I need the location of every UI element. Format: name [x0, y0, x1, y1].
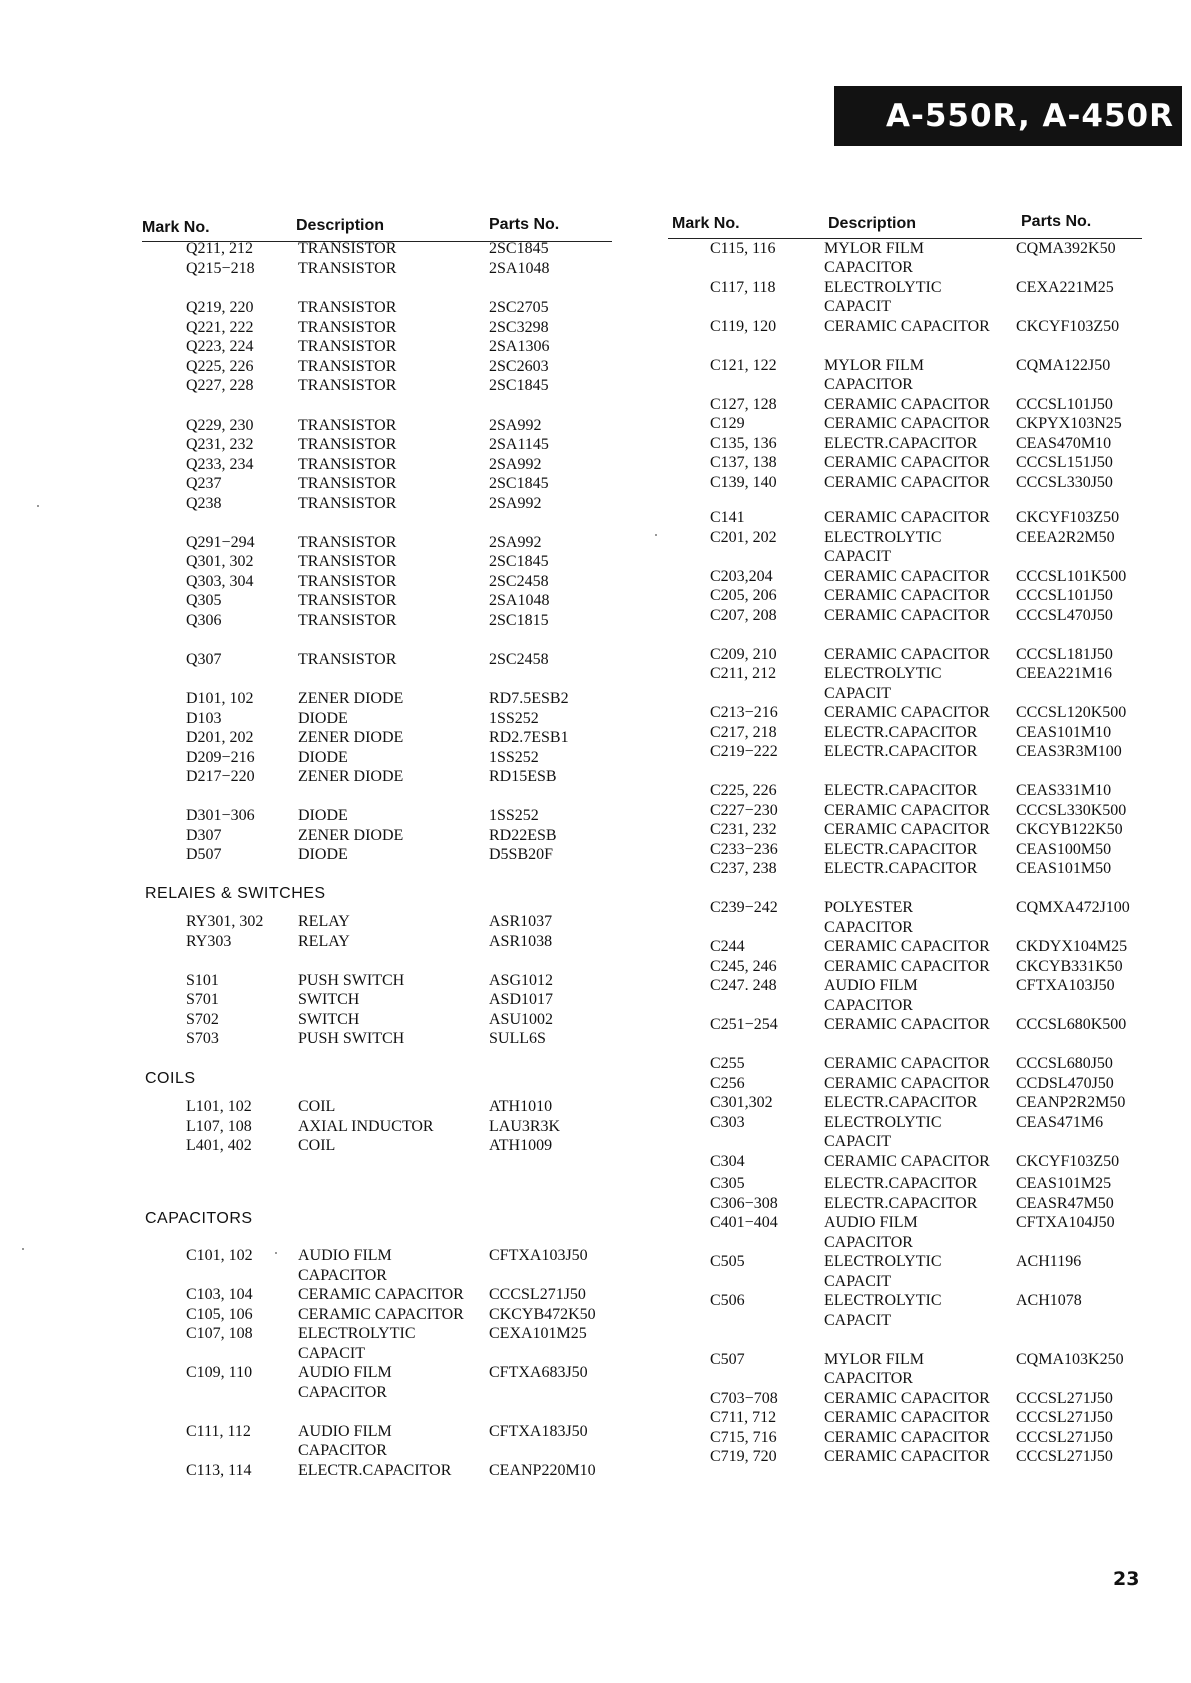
mark-no-cell: C201, 202 — [710, 529, 777, 546]
description-cell: CERAMIC CAPACITOR — [824, 821, 990, 838]
parts-no-cell: RD7.5ESB2 — [489, 690, 569, 707]
parts-no-cell: CCCSL271J50 — [1016, 1429, 1113, 1446]
parts-no-cell: ASD1017 — [489, 991, 554, 1008]
description-cell: TRANSISTOR — [298, 240, 397, 257]
parts-no-cell: 2SC2705 — [489, 299, 549, 316]
mark-no-cell: L101, 102 — [186, 1098, 252, 1115]
mark-no-cell: C109, 110 — [186, 1364, 253, 1381]
description-cell: TRANSISTOR — [298, 495, 397, 512]
mark-no-cell: Q306 — [186, 612, 222, 629]
mark-no-cell: C304 — [710, 1153, 745, 1170]
mark-no-cell: C505 — [710, 1253, 745, 1270]
mark-no-cell: C719, 720 — [710, 1448, 777, 1465]
description-cell: CAPACIT — [824, 1133, 891, 1150]
description-cell: CERAMIC CAPACITOR — [824, 1153, 990, 1170]
mark-no-cell: C239−242 — [710, 899, 778, 916]
left-header-mark-no: Mark No. — [142, 219, 210, 236]
mark-no-cell: S701 — [186, 991, 219, 1008]
mark-no-cell: C233−236 — [710, 841, 778, 858]
mark-no-cell: C107, 108 — [186, 1325, 253, 1342]
description-cell: CERAMIC CAPACITOR — [824, 1055, 990, 1072]
parts-no-cell: CCCSL101K500 — [1016, 568, 1127, 585]
scan-speck — [22, 1248, 24, 1250]
description-cell: CERAMIC CAPACITOR — [298, 1306, 464, 1323]
description-cell: CAPACITOR — [298, 1442, 387, 1459]
description-cell: CERAMIC CAPACITOR — [824, 802, 990, 819]
mark-no-cell: C227−230 — [710, 802, 778, 819]
description-cell: TRANSISTOR — [298, 338, 397, 355]
parts-no-cell: CQMA392K50 — [1016, 240, 1116, 257]
mark-no-cell: C207, 208 — [710, 607, 777, 624]
parts-no-cell: CEAS101M25 — [1016, 1175, 1112, 1192]
mark-no-cell: S702 — [186, 1011, 219, 1028]
mark-no-cell: C119, 120 — [710, 318, 777, 335]
parts-no-cell: CEAS3R3M100 — [1016, 743, 1122, 760]
parts-no-cell: ATH1009 — [489, 1137, 553, 1154]
parts-no-cell: CEANP220M10 — [489, 1462, 596, 1479]
description-cell: MYLOR FILM — [824, 357, 925, 374]
description-cell: TRANSISTOR — [298, 612, 397, 629]
parts-no-cell: D5SB20F — [489, 846, 554, 863]
parts-no-cell: 2SC1845 — [489, 377, 549, 394]
mark-no-cell: C139, 140 — [710, 474, 777, 491]
description-cell: CERAMIC CAPACITOR — [824, 1448, 990, 1465]
description-cell: CAPACITOR — [824, 1370, 913, 1387]
description-cell: CERAMIC CAPACITOR — [824, 1429, 990, 1446]
description-cell: DIODE — [298, 710, 348, 727]
mark-no-cell: RY303 — [186, 933, 232, 950]
parts-no-cell: RD2.7ESB1 — [489, 729, 569, 746]
description-cell: CAPACITOR — [824, 919, 913, 936]
page-number: 23 — [1113, 1568, 1140, 1590]
description-cell: ELECTROLYTIC — [824, 1292, 942, 1309]
description-cell: ZENER DIODE — [298, 690, 404, 707]
mark-no-cell: Q303, 304 — [186, 573, 254, 590]
description-cell: ELECTR.CAPACITOR — [824, 860, 978, 877]
parts-no-cell: 2SC3298 — [489, 319, 549, 336]
mark-no-cell: C137, 138 — [710, 454, 777, 471]
mark-no-cell: C213−216 — [710, 704, 778, 721]
section-heading: RELAIES & SWITCHES — [145, 885, 326, 902]
parts-no-cell: CCCSL101J50 — [1016, 587, 1113, 604]
description-cell: CERAMIC CAPACITOR — [298, 1286, 464, 1303]
description-cell: ELECTR.CAPACITOR — [824, 782, 978, 799]
parts-no-cell: CKCYB122K50 — [1016, 821, 1123, 838]
mark-no-cell: C305 — [710, 1175, 745, 1192]
description-cell: CERAMIC CAPACITOR — [824, 1409, 990, 1426]
mark-no-cell: Q291−294 — [186, 534, 255, 551]
description-cell: AUDIO FILM — [298, 1247, 392, 1264]
right-header-description: Description — [828, 215, 917, 232]
description-cell: CERAMIC CAPACITOR — [824, 509, 990, 526]
mark-no-cell: C203,204 — [710, 568, 773, 585]
description-cell: DIODE — [298, 807, 348, 824]
description-cell: CERAMIC CAPACITOR — [824, 1016, 990, 1033]
parts-no-cell: CEEA221M16 — [1016, 665, 1112, 682]
parts-no-cell: CCCSL101J50 — [1016, 396, 1113, 413]
parts-no-cell: CQMXA472J100 — [1016, 899, 1130, 916]
mark-no-cell: C135, 136 — [710, 435, 777, 452]
description-cell: CAPACITOR — [824, 259, 913, 276]
description-cell: CERAMIC CAPACITOR — [824, 474, 990, 491]
parts-no-cell: 2SC1815 — [489, 612, 549, 629]
description-cell: ELECTR.CAPACITOR — [824, 435, 978, 452]
parts-no-cell: LAU3R3K — [489, 1118, 561, 1135]
parts-no-cell: CEAS101M50 — [1016, 860, 1112, 877]
mark-no-cell: D507 — [186, 846, 222, 863]
mark-no-cell: Q301, 302 — [186, 553, 254, 570]
description-cell: ELECTR.CAPACITOR — [824, 1094, 978, 1111]
description-cell: POLYESTER — [824, 899, 914, 916]
description-cell: CERAMIC CAPACITOR — [824, 318, 990, 335]
description-cell: COIL — [298, 1137, 336, 1154]
description-cell: AUDIO FILM — [298, 1364, 392, 1381]
parts-no-cell: 2SA992 — [489, 417, 542, 434]
parts-no-cell: CFTXA103J50 — [1016, 977, 1115, 994]
mark-no-cell: C237, 238 — [710, 860, 777, 877]
description-cell: ELECTR.CAPACITOR — [298, 1462, 452, 1479]
description-cell: ELECTROLYTIC — [824, 665, 942, 682]
parts-no-cell: SULL6S — [489, 1030, 546, 1047]
mark-no-cell: Q229, 230 — [186, 417, 254, 434]
description-cell: TRANSISTOR — [298, 534, 397, 551]
parts-no-cell: CEXA101M25 — [489, 1325, 587, 1342]
description-cell: AXIAL INDUCTOR — [298, 1118, 434, 1135]
description-cell: CERAMIC CAPACITOR — [824, 568, 990, 585]
parts-no-cell: CEAS471M6 — [1016, 1114, 1104, 1131]
parts-no-cell: ASG1012 — [489, 972, 554, 989]
parts-no-cell: CCDSL470J50 — [1016, 1075, 1114, 1092]
mark-no-cell: C219−222 — [710, 743, 778, 760]
description-cell: TRANSISTOR — [298, 651, 397, 668]
parts-no-cell: 1SS252 — [489, 749, 539, 766]
parts-no-cell: 2SA1048 — [489, 260, 550, 277]
parts-no-cell: ATH1010 — [489, 1098, 553, 1115]
description-cell: CERAMIC CAPACITOR — [824, 958, 990, 975]
mark-no-cell: Q307 — [186, 651, 222, 668]
description-cell: ELECTROLYTIC — [824, 279, 942, 296]
parts-no-cell: CCCSL271J50 — [1016, 1448, 1113, 1465]
parts-no-cell: CCCSL330J50 — [1016, 474, 1113, 491]
description-cell: DIODE — [298, 749, 348, 766]
mark-no-cell: C115, 116 — [710, 240, 776, 257]
description-cell: TRANSISTOR — [298, 456, 397, 473]
mark-no-cell: Q215−218 — [186, 260, 255, 277]
mark-no-cell: D209−216 — [186, 749, 255, 766]
mark-no-cell: C401−404 — [710, 1214, 778, 1231]
mark-no-cell: C251−254 — [710, 1016, 778, 1033]
mark-no-cell: Q221, 222 — [186, 319, 254, 336]
description-cell: ELECTROLYTIC — [298, 1325, 416, 1342]
mark-no-cell: C711, 712 — [710, 1409, 777, 1426]
description-cell: CERAMIC CAPACITOR — [824, 454, 990, 471]
mark-no-cell: C244 — [710, 938, 745, 955]
parts-no-cell: CKCYF103Z50 — [1016, 509, 1120, 526]
parts-no-cell: CEXA221M25 — [1016, 279, 1114, 296]
description-cell: ELECTR.CAPACITOR — [824, 743, 978, 760]
parts-no-cell: 2SC2458 — [489, 651, 549, 668]
mark-no-cell: C245, 246 — [710, 958, 777, 975]
parts-no-cell: 2SC1845 — [489, 475, 549, 492]
description-cell: TRANSISTOR — [298, 592, 397, 609]
description-cell: SWITCH — [298, 1011, 360, 1028]
model-title-badge — [834, 86, 1182, 146]
parts-no-cell: CQMA103K250 — [1016, 1351, 1124, 1368]
mark-no-cell: C247. 248 — [710, 977, 777, 994]
parts-no-cell: CCCSL271J50 — [1016, 1409, 1113, 1426]
mark-no-cell: D201, 202 — [186, 729, 254, 746]
parts-no-cell: ASU1002 — [489, 1011, 554, 1028]
mark-no-cell: C306−308 — [710, 1195, 778, 1212]
description-cell: AUDIO FILM — [824, 977, 918, 994]
mark-no-cell: C303 — [710, 1114, 745, 1131]
parts-no-cell: CFTXA683J50 — [489, 1364, 588, 1381]
description-cell: CERAMIC CAPACITOR — [824, 1390, 990, 1407]
mark-no-cell: C507 — [710, 1351, 745, 1368]
left-header-parts-no: Parts No. — [489, 216, 560, 233]
description-cell: CAPACITOR — [824, 997, 913, 1014]
parts-no-cell: 2SA1048 — [489, 592, 550, 609]
description-cell: ELECTR.CAPACITOR — [824, 724, 978, 741]
mark-no-cell: C703−708 — [710, 1390, 778, 1407]
mark-no-cell: Q225, 226 — [186, 358, 254, 375]
mark-no-cell: L401, 402 — [186, 1137, 252, 1154]
mark-no-cell: C111, 112 — [186, 1423, 251, 1440]
description-cell: ZENER DIODE — [298, 827, 404, 844]
mark-no-cell: Q231, 232 — [186, 436, 254, 453]
description-cell: PUSH SWITCH — [298, 972, 405, 989]
mark-no-cell: D103 — [186, 710, 222, 727]
mark-no-cell: C301,302 — [710, 1094, 773, 1111]
description-cell: TRANSISTOR — [298, 319, 397, 336]
parts-no-cell: CEEA2R2M50 — [1016, 529, 1115, 546]
parts-no-cell: 2SA992 — [489, 495, 542, 512]
mark-no-cell: C117, 118 — [710, 279, 776, 296]
mark-no-cell: C105, 106 — [186, 1306, 253, 1323]
mark-no-cell: Q227, 228 — [186, 377, 254, 394]
description-cell: SWITCH — [298, 991, 360, 1008]
mark-no-cell: C209, 210 — [710, 646, 777, 663]
right-header-parts-no: Parts No. — [1021, 213, 1092, 230]
mark-no-cell: L107, 108 — [186, 1118, 252, 1135]
parts-no-cell: CEASR47M50 — [1016, 1195, 1114, 1212]
description-cell: CERAMIC CAPACITOR — [824, 607, 990, 624]
parts-no-cell: CCCSL151J50 — [1016, 454, 1113, 471]
parts-no-cell: CCCSL120K500 — [1016, 704, 1127, 721]
description-cell: CAPACIT — [824, 548, 891, 565]
parts-no-cell: 2SA1306 — [489, 338, 550, 355]
description-cell: CAPACIT — [824, 685, 891, 702]
description-cell: TRANSISTOR — [298, 436, 397, 453]
section-heading: COILS — [145, 1070, 196, 1087]
mark-no-cell: C211, 212 — [710, 665, 777, 682]
parts-no-cell: CFTXA183J50 — [489, 1423, 588, 1440]
mark-no-cell: C256 — [710, 1075, 745, 1092]
parts-no-cell: 2SA992 — [489, 534, 542, 551]
mark-no-cell: C127, 128 — [710, 396, 777, 413]
mark-no-cell: C217, 218 — [710, 724, 777, 741]
parts-no-cell: 1SS252 — [489, 710, 539, 727]
parts-no-cell: CCCSL271J50 — [1016, 1390, 1113, 1407]
parts-no-cell: ASR1037 — [489, 913, 553, 930]
parts-no-cell: 2SC2603 — [489, 358, 549, 375]
description-cell: ELECTROLYTIC — [824, 1253, 942, 1270]
mark-no-cell: D307 — [186, 827, 222, 844]
description-cell: TRANSISTOR — [298, 377, 397, 394]
description-cell: DIODE — [298, 846, 348, 863]
mark-no-cell: C141 — [710, 509, 745, 526]
description-cell: CAPACIT — [824, 298, 891, 315]
parts-no-cell: CCCSL271J50 — [489, 1286, 586, 1303]
description-cell: RELAY — [298, 933, 350, 950]
mark-no-cell: C225, 226 — [710, 782, 777, 799]
description-cell: CERAMIC CAPACITOR — [824, 587, 990, 604]
mark-no-cell: D301−306 — [186, 807, 255, 824]
left-header-description: Description — [296, 217, 385, 234]
description-cell: CERAMIC CAPACITOR — [824, 646, 990, 663]
description-cell: CERAMIC CAPACITOR — [824, 415, 990, 432]
parts-no-cell: CEAS470M10 — [1016, 435, 1112, 452]
parts-no-cell: 2SC1845 — [489, 240, 549, 257]
scan-speck — [655, 534, 657, 536]
description-cell: TRANSISTOR — [298, 260, 397, 277]
mark-no-cell: S703 — [186, 1030, 219, 1047]
description-cell: CAPACITOR — [298, 1384, 387, 1401]
description-cell: ZENER DIODE — [298, 729, 404, 746]
description-cell: CAPACITOR — [824, 1234, 913, 1251]
mark-no-cell: C129 — [710, 415, 745, 432]
parts-no-cell: CQMA122J50 — [1016, 357, 1111, 374]
section-heading: CAPACITORS — [145, 1210, 253, 1227]
scan-speck — [37, 505, 39, 507]
mark-no-cell: C231, 232 — [710, 821, 777, 838]
mark-no-cell: C121, 122 — [710, 357, 777, 374]
parts-no-cell: CKCYF103Z50 — [1016, 1153, 1120, 1170]
description-cell: TRANSISTOR — [298, 299, 397, 316]
description-cell: TRANSISTOR — [298, 358, 397, 375]
scan-speck — [275, 1252, 277, 1254]
description-cell: AUDIO FILM — [824, 1214, 918, 1231]
parts-no-cell: 2SA992 — [489, 456, 542, 473]
mark-no-cell: C113, 114 — [186, 1462, 252, 1479]
description-cell: RELAY — [298, 913, 350, 930]
parts-no-cell: ACH1196 — [1016, 1253, 1082, 1270]
mark-no-cell: Q237 — [186, 475, 222, 492]
description-cell: AUDIO FILM — [298, 1423, 392, 1440]
description-cell: TRANSISTOR — [298, 417, 397, 434]
description-cell: CAPACITOR — [824, 376, 913, 393]
parts-no-cell: ACH1078 — [1016, 1292, 1082, 1309]
description-cell: CAPACIT — [298, 1345, 365, 1362]
parts-no-cell: CKPYX103N25 — [1016, 415, 1122, 432]
parts-no-cell: CEAS331M10 — [1016, 782, 1112, 799]
parts-no-cell: 2SC2458 — [489, 573, 549, 590]
description-cell: ELECTR.CAPACITOR — [824, 1195, 978, 1212]
parts-no-cell: 1SS252 — [489, 807, 539, 824]
model-title: A-550R, A-450R — [885, 98, 1174, 134]
description-cell: ELECTR.CAPACITOR — [824, 841, 978, 858]
parts-no-cell: CKCYB472K50 — [489, 1306, 596, 1323]
parts-no-cell: CKCYB331K50 — [1016, 958, 1123, 975]
mark-no-cell: C506 — [710, 1292, 745, 1309]
parts-no-cell: RD15ESB — [489, 768, 557, 785]
mark-no-cell: C715, 716 — [710, 1429, 777, 1446]
mark-no-cell: D101, 102 — [186, 690, 254, 707]
description-cell: MYLOR FILM — [824, 1351, 925, 1368]
right-header-mark-no: Mark No. — [672, 215, 740, 232]
description-cell: TRANSISTOR — [298, 553, 397, 570]
description-cell: CERAMIC CAPACITOR — [824, 938, 990, 955]
parts-no-cell: CKDYX104M25 — [1016, 938, 1128, 955]
description-cell: CERAMIC CAPACITOR — [824, 1075, 990, 1092]
description-cell: CAPACIT — [824, 1273, 891, 1290]
description-cell: MYLOR FILM — [824, 240, 925, 257]
description-cell: CERAMIC CAPACITOR — [824, 396, 990, 413]
parts-no-cell: 2SC1845 — [489, 553, 549, 570]
description-cell: TRANSISTOR — [298, 573, 397, 590]
mark-no-cell: Q211, 212 — [186, 240, 253, 257]
parts-no-cell: CEAS101M10 — [1016, 724, 1112, 741]
mark-no-cell: RY301, 302 — [186, 913, 264, 930]
mark-no-cell: Q219, 220 — [186, 299, 254, 316]
parts-no-cell: CFTXA103J50 — [489, 1247, 588, 1264]
description-cell: ELECTROLYTIC — [824, 529, 942, 546]
description-cell: PUSH SWITCH — [298, 1030, 405, 1047]
mark-no-cell: Q233, 234 — [186, 456, 254, 473]
mark-no-cell: D217−220 — [186, 768, 255, 785]
description-cell: ZENER DIODE — [298, 768, 404, 785]
parts-no-cell: CCCSL680J50 — [1016, 1055, 1113, 1072]
parts-no-cell: CCCSL181J50 — [1016, 646, 1113, 663]
mark-no-cell: C255 — [710, 1055, 745, 1072]
parts-no-cell: CEANP2R2M50 — [1016, 1094, 1126, 1111]
parts-no-cell: CCCSL470J50 — [1016, 607, 1113, 624]
description-cell: ELECTROLYTIC — [824, 1114, 942, 1131]
mark-no-cell: C205, 206 — [710, 587, 777, 604]
description-cell: ELECTR.CAPACITOR — [824, 1175, 978, 1192]
description-cell: CERAMIC CAPACITOR — [824, 704, 990, 721]
description-cell: COIL — [298, 1098, 336, 1115]
description-cell: CAPACITOR — [298, 1267, 387, 1284]
parts-no-cell: 2SA1145 — [489, 436, 549, 453]
parts-no-cell: CCCSL680K500 — [1016, 1016, 1127, 1033]
mark-no-cell: C101, 102 — [186, 1247, 253, 1264]
mark-no-cell: Q305 — [186, 592, 222, 609]
description-cell: TRANSISTOR — [298, 475, 397, 492]
description-cell: CAPACIT — [824, 1312, 891, 1329]
parts-no-cell: RD22ESB — [489, 827, 557, 844]
parts-no-cell: CFTXA104J50 — [1016, 1214, 1115, 1231]
parts-no-cell: CEAS100M50 — [1016, 841, 1112, 858]
mark-no-cell: Q238 — [186, 495, 222, 512]
mark-no-cell: S101 — [186, 972, 219, 989]
mark-no-cell: Q223, 224 — [186, 338, 254, 355]
parts-no-cell: CCCSL330K500 — [1016, 802, 1127, 819]
parts-no-cell: CKCYF103Z50 — [1016, 318, 1120, 335]
mark-no-cell: C103, 104 — [186, 1286, 253, 1303]
parts-no-cell: ASR1038 — [489, 933, 553, 950]
